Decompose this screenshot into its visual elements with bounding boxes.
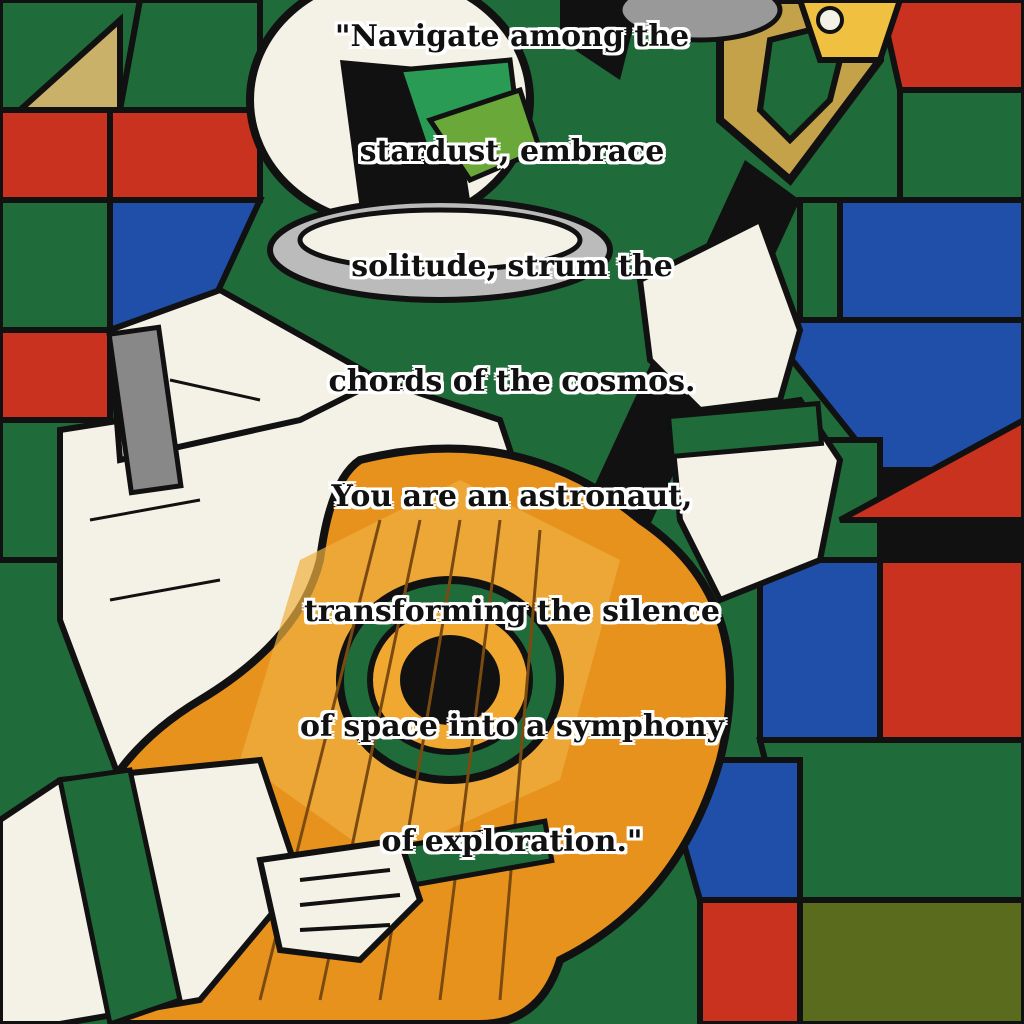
quote-line: of space into a symphony bbox=[300, 709, 724, 744]
quote-line: transforming the silence bbox=[303, 594, 721, 629]
quote-line: solitude, strum the bbox=[351, 249, 673, 284]
quote-line: stardust, embrace bbox=[359, 134, 665, 169]
quote-line: of exploration." bbox=[381, 824, 643, 859]
quote-line: You are an astronaut, bbox=[331, 479, 693, 514]
quote-line: chords of the cosmos. bbox=[328, 364, 696, 399]
quote-line: "Navigate among the bbox=[334, 19, 690, 54]
